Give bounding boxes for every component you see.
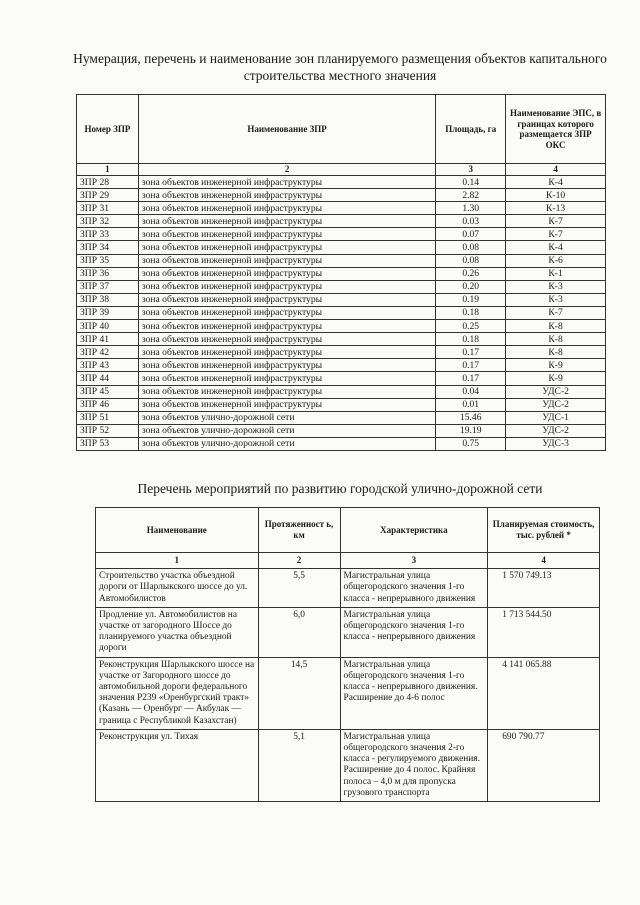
- eps-name-cell: К-4: [506, 176, 606, 189]
- zone-area-cell: 0.17: [436, 359, 506, 372]
- zone-number-cell: ЗПР 29: [77, 189, 139, 202]
- header-zone-number: Номер ЗПР: [77, 95, 139, 164]
- table-row: [77, 306, 606, 319]
- zone-number-cell: ЗПР 35: [77, 254, 139, 267]
- zone-area-cell: 0.14: [436, 176, 506, 189]
- zone-number-cell: ЗПР 42: [77, 346, 139, 359]
- zone-area-cell: 0.25: [436, 320, 506, 333]
- zone-number-cell: ЗПР 37: [77, 280, 139, 293]
- length-cell: 14,5: [258, 657, 340, 729]
- eps-name-cell: К-9: [506, 372, 606, 385]
- eps-name-cell: К-8: [506, 333, 606, 346]
- table-row: [77, 333, 606, 346]
- table-row: [96, 657, 600, 729]
- zone-name-cell: зона объектов инженерной инфраструктуры: [138, 202, 435, 215]
- zone-area-cell: 15.46: [436, 411, 506, 424]
- planned-cost-cell: 1 570 749.13: [488, 569, 600, 608]
- zone-number-cell: ЗПР 38: [77, 293, 139, 306]
- eps-name-cell: К-8: [506, 346, 606, 359]
- zone-number-cell: ЗПР 33: [77, 228, 139, 241]
- zone-number-cell: ЗПР 44: [77, 372, 139, 385]
- column-number: 4: [506, 164, 606, 176]
- table-row: [77, 254, 606, 267]
- eps-name-cell: К-13: [506, 202, 606, 215]
- measure-name-cell: Реконструкция ул. Тихая: [96, 729, 259, 801]
- column-number: 1: [96, 553, 259, 569]
- characteristic-cell: Магистральная улица общегородского значения 1-го класса - непрерывного движения. Расширение до 4-6 полос: [340, 657, 488, 729]
- eps-name-cell: К-3: [506, 293, 606, 306]
- zone-name-cell: зона объектов инженерной инфраструктуры: [138, 372, 435, 385]
- zone-number-cell: ЗПР 41: [77, 333, 139, 346]
- zone-area-cell: 0.20: [436, 280, 506, 293]
- eps-name-cell: УДС-1: [506, 411, 606, 424]
- road-measures-title: Перечень мероприятий по развитию городской улично-дорожной сети: [137, 481, 543, 496]
- zone-area-cell: 0.07: [436, 228, 506, 241]
- measure-name-cell: Реконструкция Шарлыкского шоссе на участке от Загородного шоссе до автомобильной дороги федерального значения Р239 «Оренбургский тракт» (Казань — Оренбург — Акбулак — граница с Республикой Казахстан): [96, 657, 259, 729]
- eps-name-cell: К-3: [506, 280, 606, 293]
- zone-name-cell: зона объектов инженерной инфраструктуры: [138, 254, 435, 267]
- header-zone-name: Наименование ЗПР: [138, 95, 435, 164]
- header-characteristic: Характеристика: [340, 508, 488, 553]
- measure-name-cell: Продление ул. Автомобилистов на участке от загородного Шоссе до планируемого участка объездной дороги: [96, 607, 259, 657]
- column-number-row: [96, 553, 600, 569]
- table-row: [96, 607, 600, 657]
- characteristic-cell: Магистральная улица общегородского значения 1-го класса - непрерывного движения: [340, 569, 488, 608]
- zone-name-cell: зона объектов инженерной инфраструктуры: [138, 241, 435, 254]
- zone-number-cell: ЗПР 34: [77, 241, 139, 254]
- column-number-row: [77, 164, 606, 176]
- zone-area-cell: 0.08: [436, 241, 506, 254]
- eps-name-cell: К-8: [506, 320, 606, 333]
- zone-name-cell: зона объектов инженерной инфраструктуры: [138, 385, 435, 398]
- zone-number-cell: ЗПР 32: [77, 215, 139, 228]
- table-row: [77, 359, 606, 372]
- column-number: 4: [488, 553, 600, 569]
- zone-number-cell: ЗПР 51: [77, 411, 139, 424]
- eps-name-cell: К-1: [506, 267, 606, 280]
- zone-number-cell: ЗПР 43: [77, 359, 139, 372]
- length-cell: 5,5: [258, 569, 340, 608]
- zone-number-cell: ЗПР 39: [77, 306, 139, 319]
- eps-name-cell: К-7: [506, 228, 606, 241]
- eps-name-cell: УДС-3: [506, 437, 606, 450]
- eps-name-cell: К-9: [506, 359, 606, 372]
- zone-number-cell: ЗПР 53: [77, 437, 139, 450]
- eps-name-cell: К-4: [506, 241, 606, 254]
- zone-name-cell: зона объектов улично-дорожной сети: [138, 437, 435, 450]
- table-row: [77, 293, 606, 306]
- zone-area-cell: 0.26: [436, 267, 506, 280]
- eps-name-cell: УДС-2: [506, 424, 606, 437]
- table-row: [77, 346, 606, 359]
- table-row: [77, 228, 606, 241]
- measure-name-cell: Строительство участка объездной дороги от Шарлыкского шоссе до ул. Автомобилистов: [96, 569, 259, 608]
- zone-name-cell: зона объектов улично-дорожной сети: [138, 411, 435, 424]
- zone-area-cell: 0.01: [436, 398, 506, 411]
- planned-cost-cell: 4 141 065.88: [488, 657, 600, 729]
- eps-name-cell: УДС-2: [506, 398, 606, 411]
- zone-number-cell: ЗПР 40: [77, 320, 139, 333]
- header-planned-cost: Планируемая стоимость, тыс. рублей *: [488, 508, 600, 553]
- zone-number-cell: ЗПР 36: [77, 267, 139, 280]
- table-row: [77, 241, 606, 254]
- table-row: [77, 280, 606, 293]
- table-row: [77, 398, 606, 411]
- zone-name-cell: зона объектов инженерной инфраструктуры: [138, 306, 435, 319]
- table-row: [77, 215, 606, 228]
- zone-number-cell: ЗПР 45: [77, 385, 139, 398]
- length-cell: 5,1: [258, 729, 340, 801]
- planned-cost-cell: 690 790.77: [488, 729, 600, 801]
- zone-number-cell: ЗПР 52: [77, 424, 139, 437]
- table-row: [77, 202, 606, 215]
- header-area: Площадь, га: [436, 95, 506, 164]
- planned-cost-cell: 1 713 544.50: [488, 607, 600, 657]
- zone-name-cell: зона объектов инженерной инфраструктуры: [138, 293, 435, 306]
- zone-name-cell: зона объектов инженерной инфраструктуры: [138, 215, 435, 228]
- column-number: 1: [77, 164, 139, 176]
- length-cell: 6,0: [258, 607, 340, 657]
- eps-name-cell: УДС-2: [506, 385, 606, 398]
- zone-area-cell: 0.17: [436, 346, 506, 359]
- eps-name-cell: К-7: [506, 215, 606, 228]
- zone-area-cell: 0.75: [436, 437, 506, 450]
- zone-number-cell: ЗПР 31: [77, 202, 139, 215]
- table-row: [77, 189, 606, 202]
- column-number: 3: [436, 164, 506, 176]
- table-row: [77, 385, 606, 398]
- characteristic-cell: Магистральная улица общегородского значения 2-го класса - регулируемого движения. Расширение до 4 полос. Крайняя полоса – 4,0 м для пропуска грузового транспорта: [340, 729, 488, 801]
- zone-area-cell: 2.82: [436, 189, 506, 202]
- zone-name-cell: зона объектов инженерной инфраструктуры: [138, 359, 435, 372]
- table-row: [77, 437, 606, 450]
- zone-name-cell: зона объектов инженерной инфраструктуры: [138, 346, 435, 359]
- zone-area-cell: 0.18: [436, 306, 506, 319]
- road-measures-table: [95, 507, 600, 802]
- zone-area-cell: 0.19: [436, 293, 506, 306]
- zone-area-cell: 0.03: [436, 215, 506, 228]
- zone-name-cell: зона объектов инженерной инфраструктуры: [138, 398, 435, 411]
- eps-name-cell: К-10: [506, 189, 606, 202]
- zone-number-cell: ЗПР 46: [77, 398, 139, 411]
- zone-name-cell: зона объектов инженерной инфраструктуры: [138, 267, 435, 280]
- table-row: [77, 411, 606, 424]
- table-row: [77, 176, 606, 189]
- zone-name-cell: зона объектов инженерной инфраструктуры: [138, 280, 435, 293]
- table-row: [96, 569, 600, 608]
- zone-area-cell: 0.04: [436, 385, 506, 398]
- header-measure-name: Наименование: [96, 508, 259, 553]
- header-eps-name: Наименование ЭПС, в границах которого размещается ЗПР ОКС: [506, 95, 606, 164]
- zone-area-cell: 19.19: [436, 424, 506, 437]
- zone-area-cell: 0.18: [436, 333, 506, 346]
- header-length: Протяженност ь, км: [258, 508, 340, 553]
- table-row: [96, 729, 600, 801]
- column-number: 2: [138, 164, 435, 176]
- zone-name-cell: зона объектов улично-дорожной сети: [138, 424, 435, 437]
- column-number: 3: [340, 553, 488, 569]
- zones-table-title: Нумерация, перечень и наименование зон планируемого размещения объектов капитального строительства местного значения: [73, 51, 607, 83]
- zone-area-cell: 0.08: [436, 254, 506, 267]
- zone-area-cell: 1.30: [436, 202, 506, 215]
- zone-name-cell: зона объектов инженерной инфраструктуры: [138, 320, 435, 333]
- table-row: [77, 372, 606, 385]
- zone-name-cell: зона объектов инженерной инфраструктуры: [138, 228, 435, 241]
- zone-name-cell: зона объектов инженерной инфраструктуры: [138, 333, 435, 346]
- eps-name-cell: К-6: [506, 254, 606, 267]
- zone-number-cell: ЗПР 28: [77, 176, 139, 189]
- characteristic-cell: Магистральная улица общегородского значения 1-го класса - непрерывного движения: [340, 607, 488, 657]
- zone-name-cell: зона объектов инженерной инфраструктуры: [138, 176, 435, 189]
- eps-name-cell: К-7: [506, 306, 606, 319]
- column-number: 2: [258, 553, 340, 569]
- zone-area-cell: 0.17: [436, 372, 506, 385]
- table-row: [77, 267, 606, 280]
- table-row: [77, 320, 606, 333]
- table-row: [77, 424, 606, 437]
- zones-table: [76, 94, 606, 451]
- zone-name-cell: зона объектов инженерной инфраструктуры: [138, 189, 435, 202]
